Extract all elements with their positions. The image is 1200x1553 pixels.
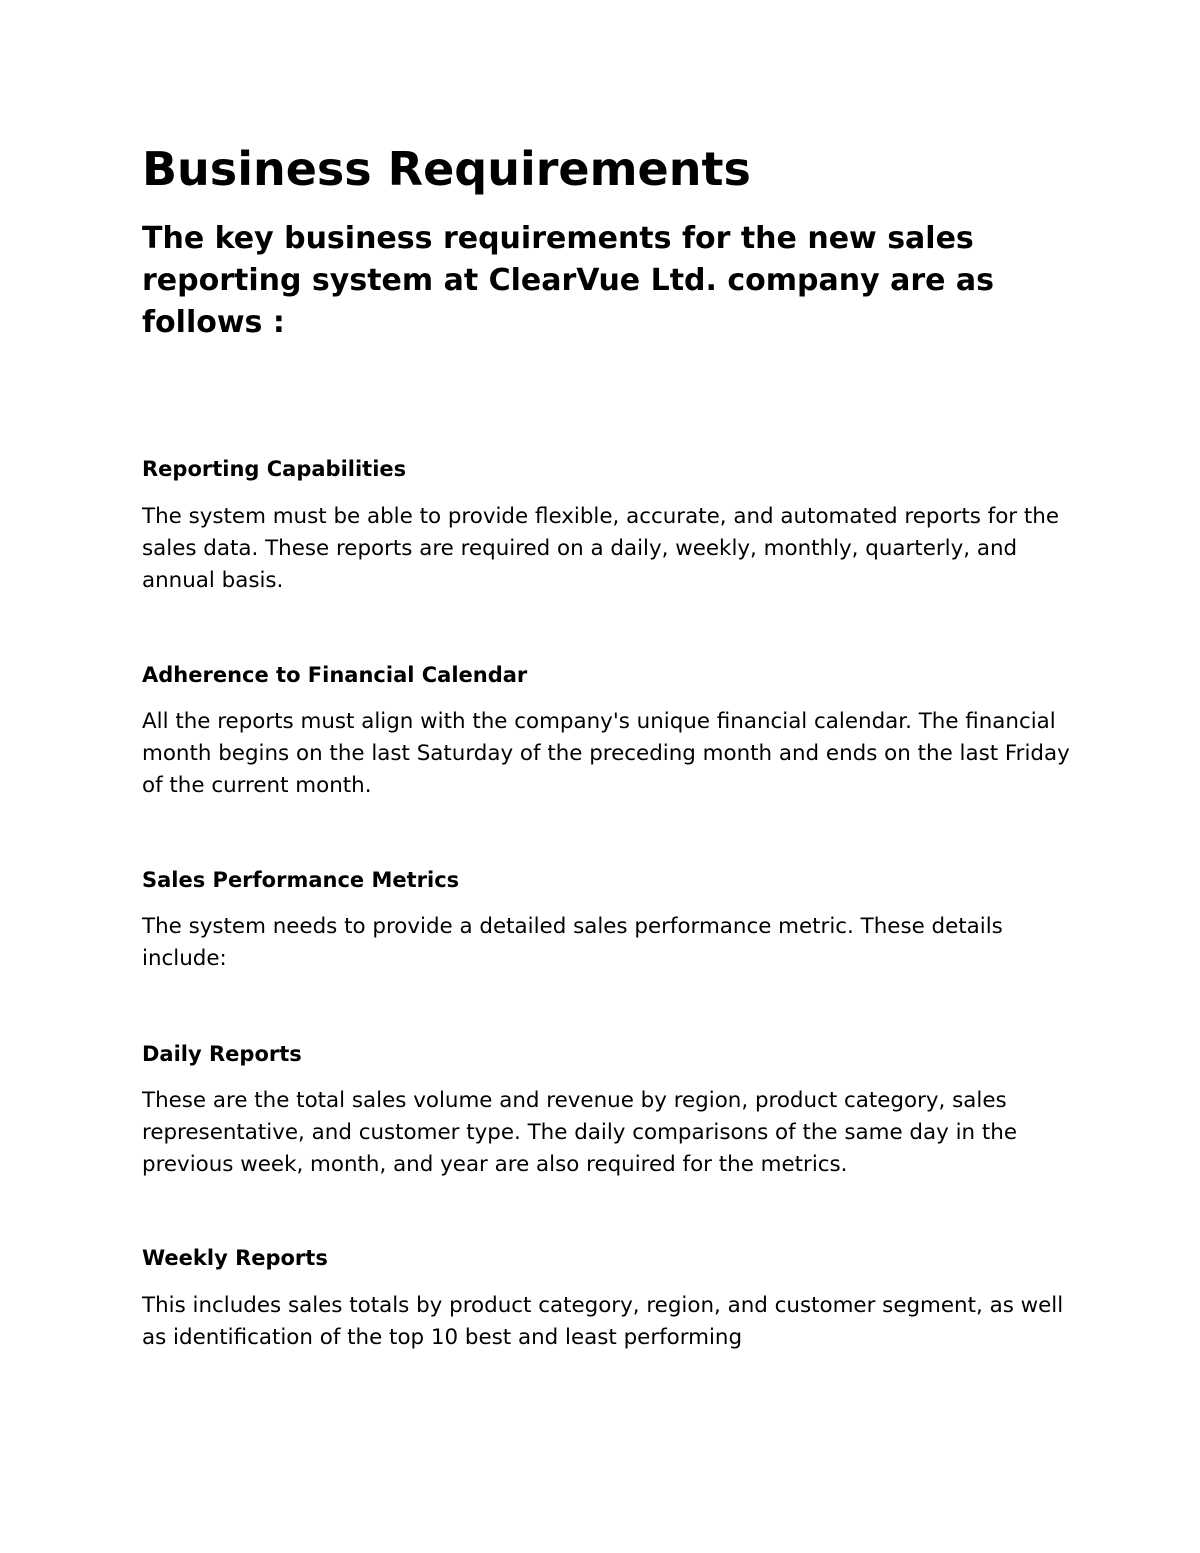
section-heading: Reporting Capabilities [142,457,407,481]
document-title: Business Requirements [142,142,751,196]
section-paragraph: All the reports must align with the company's unique financial calendar. The financial month begins on the last Saturday of the preceding month and ends on the last Friday of the current month. [142,709,1070,798]
section-heading: Sales Performance Metrics [142,868,460,892]
section-paragraph: These are the total sales volume and revenue by region, product category, sales representative, and customer type. The daily comparisons of the same day in the previous week, month, and year are also required for the metrics. [142,1088,1017,1177]
section-heading: Adherence to Financial Calendar [142,663,528,687]
section-paragraph: The system needs to provide a detailed sales performance metric. These details include: [142,914,1003,971]
section-heading: Daily Reports [142,1042,302,1066]
document-subtitle: The key business requirements for the new sales reporting system at ClearVue Ltd. company are as follows : [142,221,995,340]
section-heading: Weekly Reports [142,1246,328,1270]
section-paragraph: The system must be able to provide flexible, accurate, and automated reports for the sales data. These reports are required on a daily, weekly, monthly, quarterly, and annual basis. [142,504,1059,593]
section-paragraph: This includes sales totals by product category, region, and customer segment, as well as identification of the top 10 best and least performing [142,1293,1064,1350]
